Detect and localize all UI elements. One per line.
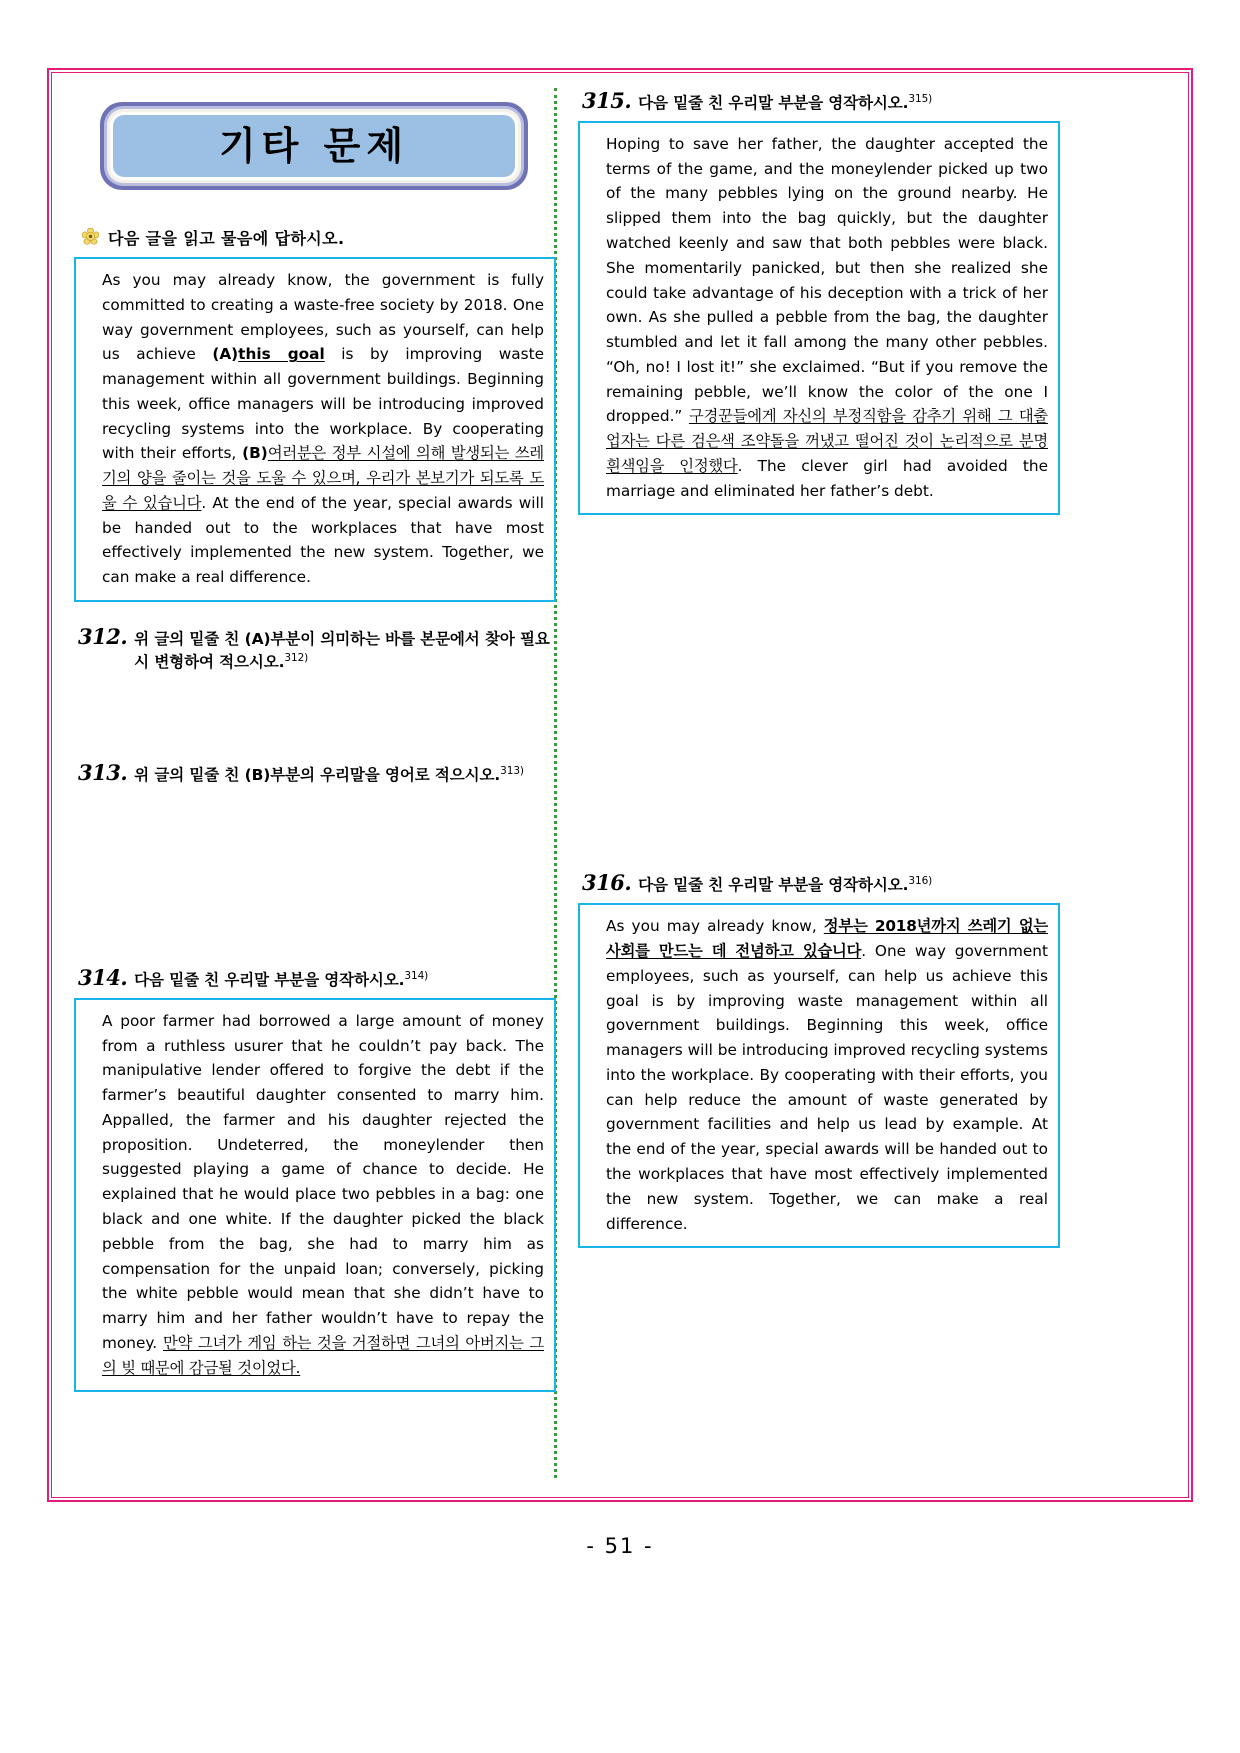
passage-d-seg3: . One way government employees, such as yourself, can help us achieve this goal is by improving waste management within all government buildings. Beginning this week, office managers will be introducing improved recycling systems into the workplace. By cooperating with their efforts, you can help reduce the amount of waste generated by government facilities and help us lead by example. At the end of the year, special awards will be handed out to the workplaces that have most effectively implemented the new system. Together, we can make a real difference. [606,942,1048,1233]
passage-box-d [578,903,1060,1248]
passage-a-seg4: is by improving waste management within all government buildings. Beginning this week, office managers will be introducing improved recycling systems into the workplace. By cooperating with their efforts, [102,345,545,463]
question-314 [78,965,556,992]
question-316-number: 316. [582,870,632,896]
question-314-text: 다음 밑줄 친 우리말 부분을 영작하시오. [134,970,405,989]
passage-a-korean-underlined: 여러분은 정부 시설에 의해 발생되는 쓰레기의 양을 줄이는 것을 도울 수 있으며, 우리가 본보기가 되도록 도울 수 있습니다 [102,444,544,512]
question-315-ref: 315) [908,92,933,105]
question-313 [78,760,556,787]
question-312-number: 312. [78,623,128,649]
question-313-text: 위 글의 밑줄 친 (B)부분의 우리말을 영어로 적으시오. [134,765,501,784]
direction-text: 다음 글을 읽고 물음에 답하시오. [108,229,345,248]
question-312-text: 위 글의 밑줄 친 (A)부분이 의미하는 바를 본문에서 찾아 필요시 변형하여 적으시오. [134,629,550,672]
passage-box-b [74,998,556,1392]
question-312-ref: 312) [284,651,309,664]
passage-a-seg7: . At the end of the year, special awards will be handed out to the workplaces that have most effectively implemented the new system. Together, we can make a real difference. [102,493,544,587]
question-314-number: 314. [78,964,128,990]
passage-box-a [74,257,556,602]
answer-space-313 [74,793,556,943]
passage-a-label-b: (B) [242,444,268,463]
question-315-number: 315. [582,88,632,113]
question-314-ref: 314) [404,969,429,982]
answer-space-315 [578,515,1060,848]
right-column [578,88,1060,1248]
direction-line [82,226,556,249]
question-312 [78,624,556,674]
passage-b-seg1: A poor farmer had borrowed a large amount of money from a ruthless usurer that he couldn’t pay back. The manipulative lender offered to forgive the debt if the farmer’s beautiful daughter consented to marry him. Appalled, the farmer and his daughter rejected the proposition. Undeterred, the moneylender then suggested playing a game of chance to decide. He explained that he would place two pebbles in a bag: one black and one white. If the daughter picked the black pebble from the bag, she had to marry him as compensation for the unpaid loan; conversely, picking the white pebble would mean that she didn’t have to marry him and her father wouldn’t have to repay the money. [102,1011,544,1352]
question-316-ref: 316) [908,875,933,888]
passage-c-seg1: Hoping to save her father, the daughter accepted the terms of the game, and the moneylender picked up two of the many pebbles lying on the ground nearby. He slipped them into the bag quickly, but the daughter watched keenly and saw that both pebbles were black. She momentarily panicked, but then she realized she could take advantage of his deception with a trick of her own. As she pulled a pebble from the bag, the daughter stumbled and let it fall among the many other pebbles. “Oh, no! I lost it!” she exclaimed. “But if you remove the remaining pebble, we’ll know the color of the one I dropped.” [606,134,1048,426]
page-number: - 51 - [586,1534,654,1558]
passage-a-seg1: As you may already know, the government is fully committed to creating a waste-free society by 2018. One way government employees, such as yourself, can help us achieve [102,271,544,364]
passage-box-c [578,121,1060,515]
passage-d-korean-underlined: 정부는 2018년까지 쓰레기 없는 사회를 만드는 데 전념하고 있습니다 [606,917,1049,961]
passage-d-seg1: As you may already know, [606,917,824,936]
question-316 [582,870,1060,897]
passage-c-seg3: . The clever girl had avoided the marriage and eliminated her father’s debt. [606,456,1049,500]
passage-a-label-a: (A) [212,345,239,364]
answer-space-312 [74,680,556,738]
question-315 [582,88,1060,115]
flower-bullet-icon [82,228,99,245]
question-315-text: 다음 밑줄 친 우리말 부분을 영작하시오. [638,94,909,112]
passage-c-korean-underlined: 구경꾼들에게 자신의 부정직함을 감추기 위해 그 대출업자는 다른 검은색 조약돌을 꺼냈고 떨어진 것이 논리적으로 분명 흰색임을 인정했다 [606,407,1048,475]
title-banner-text: 기타 문제 [113,115,515,177]
passage-a-this-goal: this goal [238,345,325,364]
question-316-text: 다음 밑줄 친 우리말 부분을 영작하시오. [638,876,909,895]
passage-b-korean-underlined: 만약 그녀가 게임 하는 것을 거절하면 그녀의 아버지는 그의 빚 때문에 감금될 것이었다. [102,1333,544,1377]
title-banner [100,102,528,190]
question-313-number: 313. [78,759,128,785]
left-column [74,88,556,1392]
question-313-ref: 313) [500,764,524,777]
